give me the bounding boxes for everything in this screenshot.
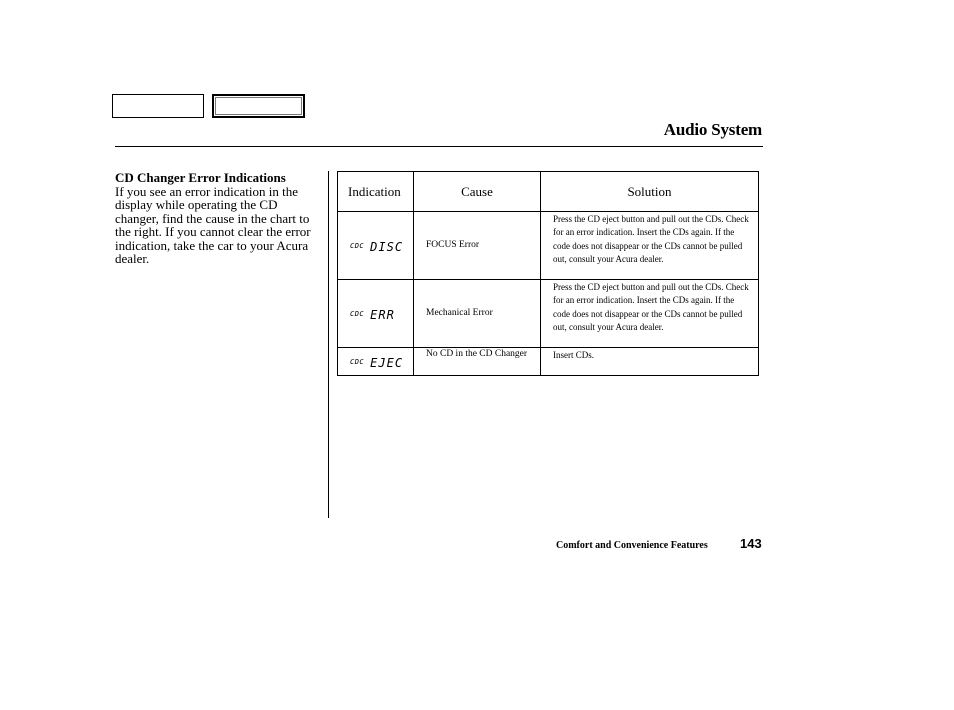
cause-cell: No CD in the CD Changer — [414, 348, 541, 376]
table-header-row — [338, 172, 759, 212]
nav-button-inner-frame — [215, 97, 302, 115]
lcd-prefix: CDC — [350, 241, 365, 250]
table-row — [338, 212, 759, 280]
intro-text-block — [115, 171, 320, 266]
header-indication: Indication — [338, 172, 414, 212]
lcd-indication — [338, 236, 403, 255]
nav-button-main-menu[interactable] — [112, 94, 204, 118]
lcd-code: DISC — [370, 239, 404, 254]
footer-section-name: Comfort and Convenience Features — [556, 540, 708, 551]
page-title: Audio System — [663, 120, 762, 139]
table-row — [338, 348, 759, 376]
cause-cell: FOCUS Error — [414, 212, 541, 280]
table-row — [338, 280, 759, 348]
indication-cell — [338, 348, 414, 376]
solution-cell: Press the CD eject button and pull out the CDs. Check for an error indication. Insert the CDs again. If the code does not disappear or the CDs cannot be pulled out, consult your Acura dealer. — [541, 212, 759, 280]
indication-cell — [338, 212, 414, 280]
page-number: 143 — [740, 536, 762, 551]
header-solution: Solution — [541, 172, 759, 212]
indication-cell — [338, 280, 414, 348]
column-divider — [328, 171, 329, 518]
solution-cell: Insert CDs. — [541, 348, 759, 376]
solution-cell: Press the CD eject button and pull out the CDs. Check for an error indication. Insert the CDs again. If the code does not disappear or the CDs cannot be pulled out, consult your Acura dealer. — [541, 280, 759, 348]
lcd-indication — [338, 352, 403, 371]
section-body: If you see an error indication in the display while operating the CD changer, find the cause in the chart to the right. If you cannot clear the error indication, take the car to your Acura dealer. — [115, 183, 311, 266]
title-divider — [115, 146, 763, 147]
lcd-indication — [338, 304, 395, 323]
error-indication-table — [337, 171, 759, 376]
lcd-code: ERR — [370, 307, 395, 322]
header-cause: Cause — [414, 172, 541, 212]
lcd-prefix: CDC — [350, 357, 365, 366]
section-heading: CD Changer Error Indications — [115, 170, 286, 185]
cause-cell: Mechanical Error — [414, 280, 541, 348]
lcd-prefix: CDC — [350, 309, 365, 318]
nav-button-table-of-contents[interactable] — [212, 94, 305, 118]
lcd-code: EJEC — [370, 355, 404, 370]
